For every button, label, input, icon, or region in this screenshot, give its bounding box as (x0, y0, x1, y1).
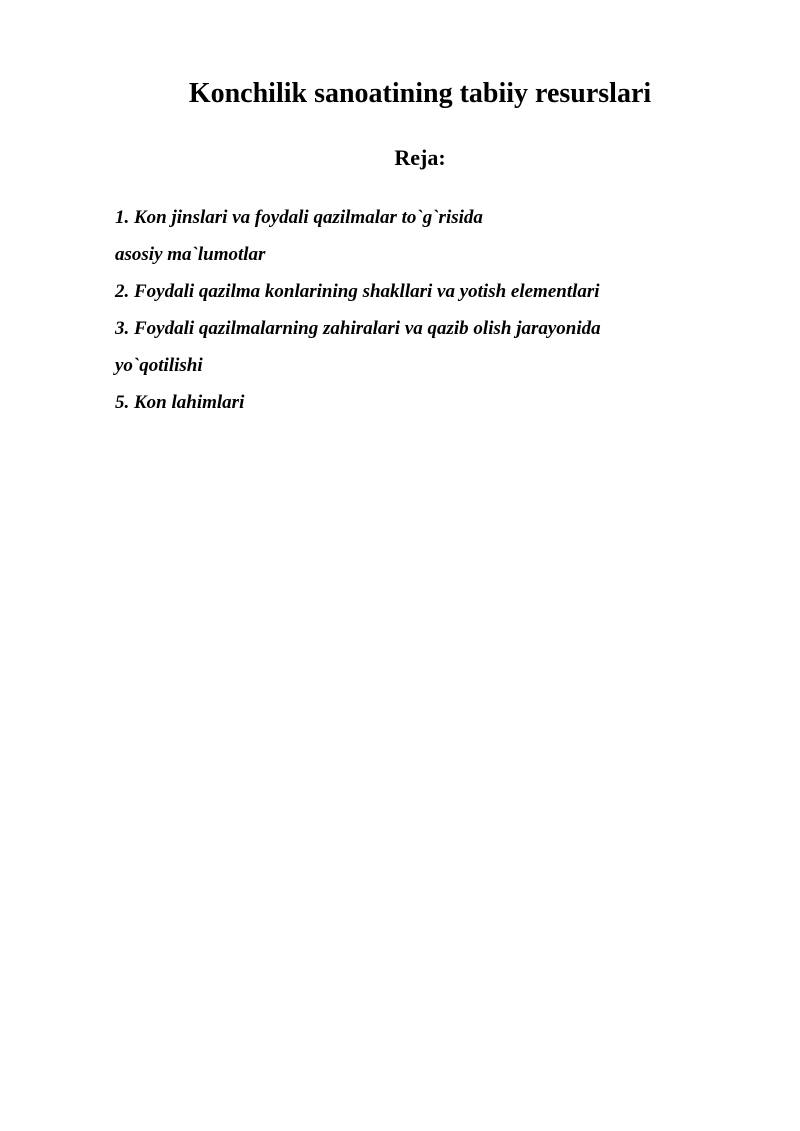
plan-item-5: 5. Kon lahimlari (115, 392, 245, 413)
plan-heading: Reja: (394, 145, 446, 170)
plan-list (115, 199, 735, 421)
plan-item-1: 1. Kon jinslari va foydali qazilmalar to`g`risida (115, 207, 483, 228)
plan-item-1-continuation: asosiy ma`lumotlar (115, 244, 266, 265)
document-title: Konchilik sanoatining tabiiy resurslari (188, 78, 652, 109)
plan-item-2: 2. Foydali qazilma konlarining shakllari va yotish elementlari (115, 281, 600, 302)
plan-item-3-continuation: yo`qotilishi (115, 355, 203, 376)
plan-item-3: 3. Foydali qazilmalarning zahiralari va qazib olish jarayonida (115, 318, 601, 339)
